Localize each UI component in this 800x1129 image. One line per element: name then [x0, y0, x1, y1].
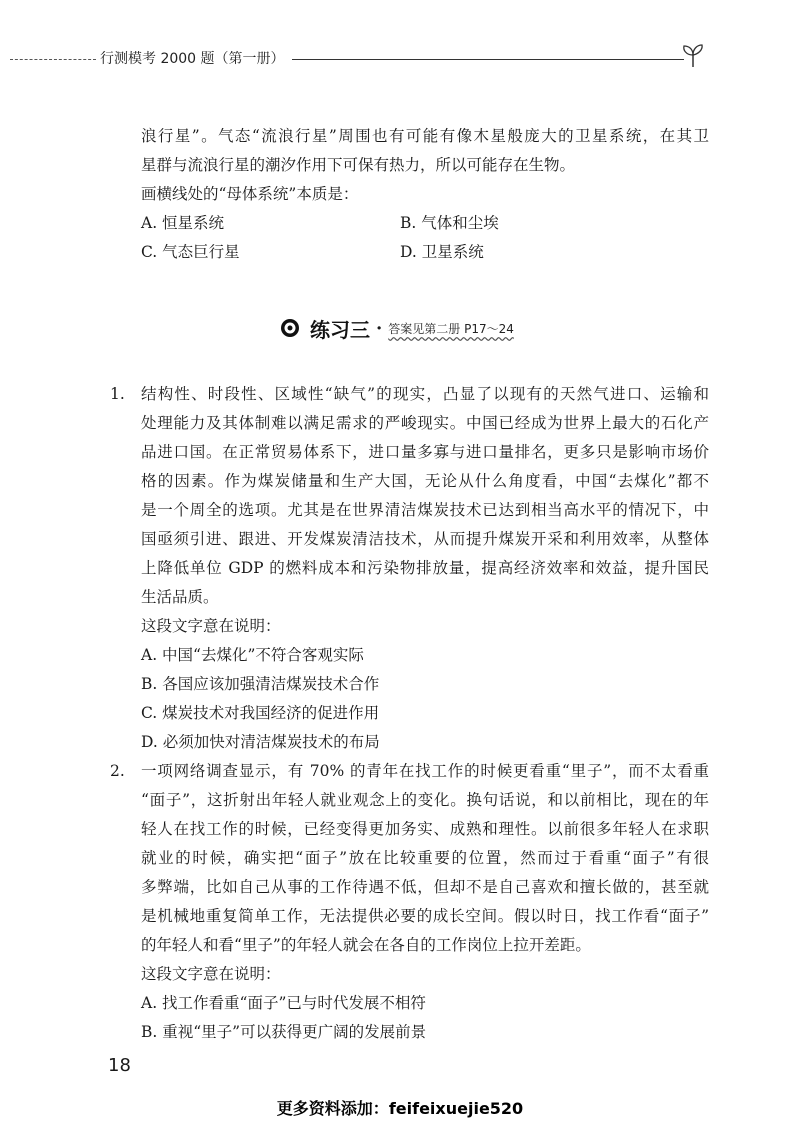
stem-line: 多弊端，比如自己从事的工作待遇不低，但却不是自己喜欢和擅长做的，甚至就 — [141, 878, 709, 896]
intro-paragraph — [141, 122, 709, 209]
intro-line: 浪行星”。气态“流浪行星”周围也有可能有像木星般庞大的卫星系统，在其卫 — [141, 127, 709, 145]
book-title: 行测模考 2000 题（第一册） — [100, 51, 285, 67]
stem-line: 品进口国。在正常贸易体系下，进口量多寡与进口量排名，更多只是影响市场价 — [141, 443, 709, 461]
intro-option-d: D. 卫星系统 — [400, 243, 484, 261]
stem-line: “面子”，这折射出年轻人就业观念上的变化。换句话说，和以前相比，现在的年 — [141, 791, 709, 809]
stem-line: 轻人在找工作的时候，已经变得更加务实、成熟和理性。以前很多年轻人在求职 — [141, 820, 709, 838]
intro-option-c: C. 气态巨行星 — [141, 243, 240, 261]
section-title: 练习三 — [310, 317, 370, 342]
stem-line: 就业的时候，确实把“面子”放在比较重要的位置，然而过于看重“面子”有很 — [141, 849, 709, 867]
question-2-stem — [141, 757, 709, 1047]
answer-reference: 答案见第二册 P17～24 — [388, 321, 514, 336]
sprout-icon — [680, 43, 706, 69]
option-c: C. 煤炭技术对我国经济的促进作用 — [141, 704, 380, 722]
stem-line: 格的因素。作为煤炭储量和生产大国，无论从什么角度看，中国“去煤化”都不 — [141, 472, 709, 490]
intro-option-b: B. 气体和尘埃 — [400, 214, 499, 232]
stem-line: 处理能力及其体制难以满足需求的严峻现实。中国已经成为世界上最大的石化产 — [141, 414, 709, 432]
intro-line: 星群与流浪行星的潮汐作用下可保有热力，所以可能存在生物。 — [141, 156, 576, 174]
stem-line: 生活品质。 — [141, 588, 219, 606]
question-1-stem — [141, 380, 709, 757]
footer-account: feifeixuejie520 — [388, 1099, 524, 1118]
section-dot: · — [376, 317, 383, 339]
stem-line: 国亟须引进、跟进、开发煤炭清洁技术，从而提升煤炭开采和利用效率，从整体 — [141, 530, 709, 548]
option-d: D. 必须加快对清洁煤炭技术的布局 — [141, 733, 380, 751]
option-b: B. 重视“里子”可以获得更广阔的发展前景 — [141, 1023, 427, 1041]
question-number: 2. — [110, 762, 125, 780]
footer-label: 更多资料添加： — [276, 1099, 389, 1118]
question-prompt: 这段文字意在说明： — [141, 617, 281, 635]
section-heading — [280, 312, 514, 344]
stem-line: 是机械地重复简单工作，无法提供必要的成长空间。假以时日，找工作看“面子” — [141, 907, 709, 925]
intro-question: 画横线处的“母体系统”本质是： — [141, 185, 359, 203]
stem-line: 上降低单位 GDP 的燃料成本和污染物排放量，提高经济效率和效益，提升国民 — [141, 559, 709, 577]
header-rule — [292, 59, 684, 60]
stem-line: 是一个周全的选项。尤其是在世界清洁煤炭技术已达到相当高水平的情况下，中 — [141, 501, 709, 519]
exercise-badge-icon — [280, 318, 300, 338]
option-a: A. 找工作看重“面子”已与时代发展不相符 — [141, 994, 426, 1012]
header-dashed-line — [10, 59, 96, 60]
question-prompt: 这段文字意在说明： — [141, 965, 281, 983]
stem-line: 的年轻人和看“里子”的年轻人就会在各自的工作岗位上拉开差距。 — [141, 936, 591, 954]
intro-option-a: A. 恒星系统 — [141, 214, 225, 232]
footer-note — [0, 1096, 800, 1119]
stem-line: 一项网络调查显示，有 70% 的青年在找工作的时候更看重“里子”，而不太看重 — [141, 762, 709, 780]
question-number: 1. — [110, 385, 125, 403]
running-header — [0, 43, 800, 77]
option-a: A. 中国“去煤化”不符合客观实际 — [141, 646, 364, 664]
stem-line: 结构性、时段性、区域性“缺气”的现实，凸显了以现有的天然气进口、运输和 — [141, 385, 709, 403]
page-number: 18 — [108, 1055, 131, 1076]
option-b: B. 各国应该加强清洁煤炭技术合作 — [141, 675, 380, 693]
